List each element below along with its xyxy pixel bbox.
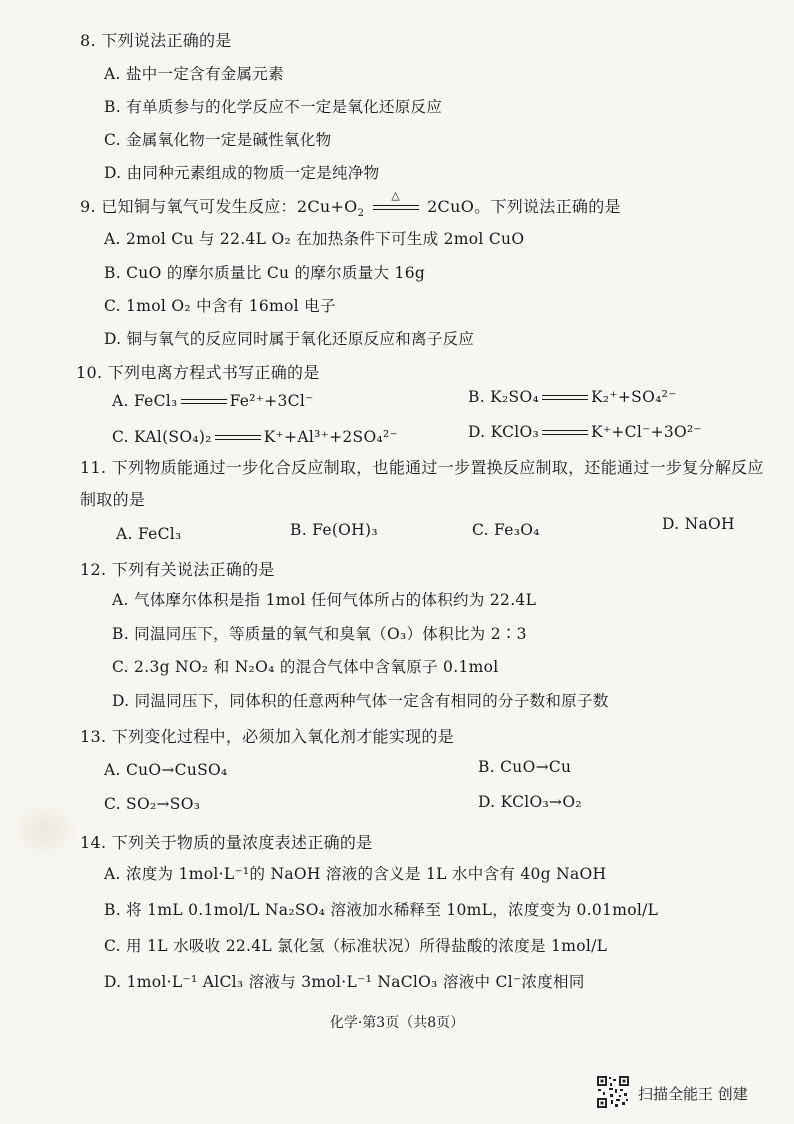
- scanner-watermark: 扫描全能王 创建: [638, 1085, 748, 1103]
- question-8-option-d: D. 由同种元素组成的物质一定是纯净物: [104, 164, 380, 182]
- question-13-option-a: A. CuO→CuSO₄: [104, 761, 228, 779]
- question-11-stem: 11. 下列物质能通过一步化合反应制取，也能通过一步置换反应制取，还能通过一步复分解反应制取的是: [80, 458, 764, 509]
- equation-arrow: [215, 432, 261, 444]
- reaction-arrow: [373, 188, 419, 214]
- question-8-option-b: B. 有单质参与的化学反应不一定是氧化还原反应: [104, 98, 443, 116]
- question-14-option-d: D. 1mol·L⁻¹ AlCl₃ 溶液与 3mol·L⁻¹ NaClO₃ 溶液中 Cl⁻浓度相同: [104, 973, 585, 991]
- equation-arrow: [542, 392, 588, 404]
- question-10-option-c-right: K⁺+Al³⁺+2SO₄²⁻: [263, 428, 398, 446]
- heat-condition: △: [391, 188, 401, 202]
- question-13-option-c: C. SO₂→SO₃: [104, 795, 201, 813]
- question-8-stem: 8. 下列说法正确的是: [80, 31, 232, 50]
- question-10-option-a-left: A. FeCl₃: [112, 392, 178, 410]
- question-12-option-b: B. 同温同压下，等质量的氧气和臭氧（O₃）体积比为 2∶3: [112, 625, 527, 643]
- equation-arrow: [181, 396, 227, 408]
- question-10-option-c-left: C. KAl(SO₄)₂: [112, 428, 212, 446]
- question-9-option-d: D. 铜与氧气的反应同时属于氧化还原反应和离子反应: [104, 330, 475, 348]
- question-10-option-d-left: D. KClO₃: [468, 423, 540, 441]
- question-9-stem-prefix: 9. 已知铜与氧气可发生反应：2Cu+O: [80, 197, 358, 216]
- question-10-stem: 10. 下列电离方程式书写正确的是: [76, 363, 320, 382]
- question-11-option-b: B. Fe(OH)₃: [290, 521, 378, 539]
- question-10-option-c: [112, 428, 398, 446]
- question-13-stem: 13. 下列变化过程中，必须加入氧化剂才能实现的是: [80, 727, 455, 746]
- question-11-option-a: A. FeCl₃: [116, 525, 182, 543]
- question-10-option-a-right: Fe²⁺+3Cl⁻: [229, 392, 314, 410]
- question-10-option-b-right: K₂⁺+SO₄²⁻: [590, 388, 677, 406]
- question-9-option-b: B. CuO 的摩尔质量比 Cu 的摩尔质量大 16g: [104, 264, 426, 282]
- question-8-option-a: A. 盐中一定含有金属元素: [104, 65, 284, 83]
- question-9-stem: [80, 188, 621, 220]
- question-12-option-d: D. 同温同压下，同体积的任意两种气体一定含有相同的分子数和原子数: [112, 692, 609, 710]
- question-13-option-d: D. KClO₃→O₂: [478, 793, 582, 811]
- question-13-option-b: B. CuO→Cu: [478, 758, 572, 776]
- question-10-option-b-left: B. K₂SO₄: [468, 388, 539, 406]
- question-12-stem: 12. 下列有关说法正确的是: [80, 560, 275, 579]
- question-9-stem-subscript: 2: [357, 208, 365, 220]
- question-9-option-c: C. 1mol O₂ 中含有 16mol 电子: [104, 297, 336, 315]
- question-14-stem: 14. 下列关于物质的量浓度表述正确的是: [80, 833, 373, 852]
- question-14-option-a: A. 浓度为 1mol·L⁻¹的 NaOH 溶液的含义是 1L 水中含有 40g NaOH: [104, 865, 607, 883]
- question-8-option-c: C. 金属氧化物一定是碱性氧化物: [104, 131, 332, 149]
- page-footer: 化学·第3页（共8页）: [329, 1015, 465, 1031]
- question-11-option-c: C. Fe₃O₄: [472, 521, 540, 539]
- question-14-option-b: B. 将 1mL 0.1mol/L Na₂SO₄ 溶液加水稀释至 10mL，浓度变为 0.01mol/L: [104, 901, 659, 919]
- question-11-option-d: D. NaOH: [662, 515, 735, 533]
- scan-smudge: [10, 800, 80, 860]
- question-9-stem-suffix: 2CuO。下列说法正确的是: [427, 197, 621, 216]
- question-12-option-c: C. 2.3g NO₂ 和 N₂O₄ 的混合气体中含氧原子 0.1mol: [112, 658, 499, 676]
- question-12-option-a: A. 气体摩尔体积是指 1mol 任何气体所占的体积约为 22.4L: [112, 591, 537, 609]
- question-14-option-c: C. 用 1L 水吸收 22.4L 氯化氢（标准状况）所得盐酸的浓度是 1mol/L: [104, 937, 608, 955]
- qr-code-icon: [596, 1075, 630, 1109]
- question-9-option-a: A. 2mol Cu 与 22.4L O₂ 在加热条件下可生成 2mol CuO: [104, 230, 525, 248]
- question-10-option-a: [112, 392, 314, 410]
- question-10-option-d-right: K⁺+Cl⁻+3O²⁻: [591, 423, 703, 441]
- question-10-option-d: [468, 423, 702, 441]
- question-10-option-b: [468, 388, 677, 406]
- equation-arrow: [542, 427, 588, 439]
